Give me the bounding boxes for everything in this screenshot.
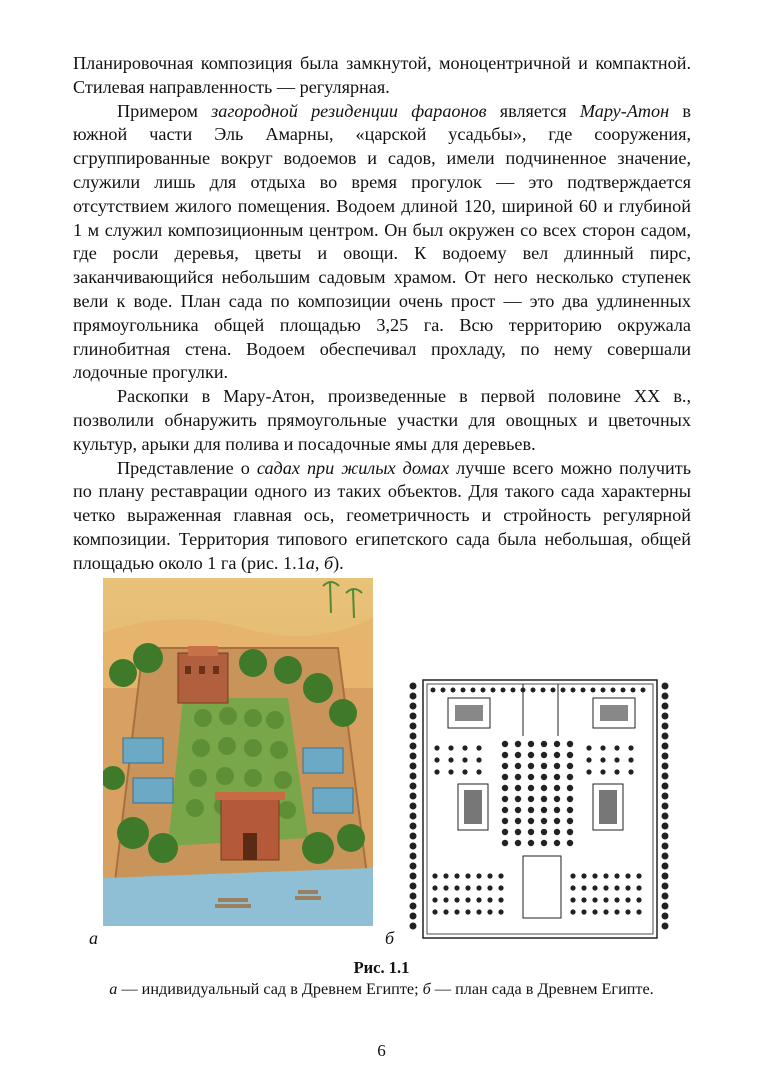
plant-mark <box>462 769 467 774</box>
plant-mark <box>410 873 417 880</box>
plant-mark <box>571 688 576 693</box>
plant-mark <box>551 688 556 693</box>
plant-mark <box>600 757 605 762</box>
plant-mark <box>570 897 575 902</box>
plant-mark <box>641 688 646 693</box>
plant-mark <box>410 783 417 790</box>
plant-mark <box>515 752 521 758</box>
plant-mark <box>502 752 508 758</box>
plant-mark <box>431 688 436 693</box>
plant-mark <box>451 688 456 693</box>
plant-mark <box>567 741 573 747</box>
plant-mark <box>501 688 506 693</box>
plant-mark <box>662 803 669 810</box>
plant-mark <box>515 763 521 769</box>
plant-mark <box>410 793 417 800</box>
figure-caption <box>0 980 763 999</box>
plant-mark <box>528 840 534 846</box>
plant-mark <box>454 897 459 902</box>
italic-run: а <box>109 980 118 998</box>
plant-mark <box>614 909 619 914</box>
plant-mark <box>410 813 417 820</box>
plant-mark <box>454 873 459 878</box>
plant-mark <box>662 843 669 850</box>
plant-mark <box>528 785 534 791</box>
plant-mark <box>603 873 608 878</box>
plant-mark <box>410 693 417 700</box>
plant-mark <box>581 909 586 914</box>
plant-mark <box>502 840 508 846</box>
plant-mark <box>432 885 437 890</box>
plant-mark <box>662 743 669 750</box>
plant-mark <box>515 807 521 813</box>
plant-mark <box>410 833 417 840</box>
plant-mark <box>432 873 437 878</box>
plant-mark <box>521 688 526 693</box>
plant-mark <box>476 873 481 878</box>
plant-mark <box>515 741 521 747</box>
plant-mark <box>541 763 547 769</box>
plant-mark <box>410 723 417 730</box>
plant-mark <box>611 688 616 693</box>
plant-mark <box>628 745 633 750</box>
plant-mark <box>454 909 459 914</box>
plant-mark <box>567 829 573 835</box>
plant-mark <box>636 885 641 890</box>
plant-mark <box>481 688 486 693</box>
plant-mark <box>528 741 534 747</box>
plant-mark <box>662 793 669 800</box>
plant-mark <box>465 873 470 878</box>
plant-mark <box>662 923 669 930</box>
plant-mark <box>567 785 573 791</box>
plant-mark <box>567 807 573 813</box>
plant-mark <box>515 796 521 802</box>
plant-mark <box>554 763 560 769</box>
plant-mark <box>502 807 508 813</box>
plant-mark <box>581 688 586 693</box>
plant-mark <box>603 897 608 902</box>
plant-mark <box>432 897 437 902</box>
plant-mark <box>541 818 547 824</box>
plant-mark <box>625 873 630 878</box>
plant-mark <box>448 769 453 774</box>
plant-mark <box>662 863 669 870</box>
italic-run: б <box>323 552 334 573</box>
plant-mark <box>410 853 417 860</box>
plant-mark <box>531 688 536 693</box>
plant-mark <box>502 785 508 791</box>
plant-mark <box>448 757 453 762</box>
plant-mark <box>662 693 669 700</box>
plant-mark <box>662 753 669 760</box>
plant-mark <box>443 885 448 890</box>
plant-mark <box>454 885 459 890</box>
italic-run: б <box>422 980 431 998</box>
plant-mark <box>662 903 669 910</box>
plant-mark <box>528 752 534 758</box>
plant-mark <box>476 769 481 774</box>
plant-mark <box>476 885 481 890</box>
plant-mark <box>541 752 547 758</box>
plant-mark <box>554 785 560 791</box>
page-number: 6 <box>377 1041 386 1060</box>
plant-mark <box>625 909 630 914</box>
plant-mark <box>476 909 481 914</box>
body-text <box>73 52 691 576</box>
plant-mark <box>491 688 496 693</box>
plant-mark <box>567 840 573 846</box>
plant-mark <box>621 688 626 693</box>
plant-mark <box>570 909 575 914</box>
plant-mark <box>592 909 597 914</box>
plant-mark <box>614 769 619 774</box>
plant-mark <box>502 774 508 780</box>
plant-mark <box>631 688 636 693</box>
plant-mark <box>487 873 492 878</box>
plant-mark <box>567 818 573 824</box>
plant-mark <box>614 885 619 890</box>
plant-mark <box>528 818 534 824</box>
plant-mark <box>515 818 521 824</box>
plant-mark <box>511 688 516 693</box>
plant-mark <box>462 745 467 750</box>
plant-mark <box>541 688 546 693</box>
plant-mark <box>662 893 669 900</box>
plant-mark <box>410 863 417 870</box>
plant-mark <box>570 885 575 890</box>
plant-mark <box>541 807 547 813</box>
plant-mark <box>603 885 608 890</box>
italic-run: садах при жилых домах <box>256 457 450 478</box>
plant-mark <box>476 745 481 750</box>
plant-mark <box>614 897 619 902</box>
paragraph <box>73 100 691 386</box>
plant-mark <box>541 796 547 802</box>
plant-mark <box>567 763 573 769</box>
plant-mark <box>515 829 521 835</box>
plant-mark <box>662 783 669 790</box>
plant-mark <box>465 897 470 902</box>
plant-mark <box>581 885 586 890</box>
plant-mark <box>410 903 417 910</box>
plant-mark <box>443 909 448 914</box>
plant-mark <box>541 785 547 791</box>
plant-mark <box>592 885 597 890</box>
plant-mark <box>498 885 503 890</box>
plant-mark <box>662 883 669 890</box>
plant-mark <box>410 913 417 920</box>
plant-mark <box>498 873 503 878</box>
plant-mark <box>441 688 446 693</box>
plant-mark <box>614 757 619 762</box>
plant-mark <box>586 745 591 750</box>
plant-mark <box>567 796 573 802</box>
plant-mark <box>636 909 641 914</box>
text-run: ). <box>333 552 344 573</box>
plant-mark <box>410 753 417 760</box>
plant-mark <box>581 873 586 878</box>
plant-mark <box>448 745 453 750</box>
plant-mark <box>600 745 605 750</box>
italic-run: Мару-Атон <box>579 100 670 121</box>
plant-mark <box>465 885 470 890</box>
plant-mark <box>443 897 448 902</box>
plant-mark <box>434 757 439 762</box>
plant-mark <box>554 829 560 835</box>
plant-mark <box>554 840 560 846</box>
text-run: — план сада в Древнем Египте. <box>430 980 654 998</box>
plant-mark <box>554 741 560 747</box>
plant-mark <box>567 752 573 758</box>
plant-mark <box>554 807 560 813</box>
plant-mark <box>628 769 633 774</box>
italic-run: загородной резиденции фараонов <box>211 100 487 121</box>
plant-mark <box>498 897 503 902</box>
plant-mark <box>487 897 492 902</box>
plant-mark <box>502 818 508 824</box>
plant-mark <box>461 688 466 693</box>
text-run: , <box>314 552 324 573</box>
plant-mark <box>515 840 521 846</box>
plant-mark <box>528 829 534 835</box>
plant-mark <box>554 752 560 758</box>
plant-mark <box>554 818 560 824</box>
text-run: является <box>486 100 580 121</box>
plant-mark <box>487 885 492 890</box>
plant-mark <box>465 909 470 914</box>
plant-mark <box>471 688 476 693</box>
plant-mark <box>410 883 417 890</box>
plant-mark <box>603 909 608 914</box>
garden-illustration <box>103 578 373 926</box>
plant-mark <box>410 733 417 740</box>
plant-mark <box>662 813 669 820</box>
plant-mark <box>586 757 591 762</box>
plant-mark <box>625 885 630 890</box>
figure-title: Рис. 1.1 <box>353 958 410 977</box>
plant-mark <box>600 769 605 774</box>
plant-mark <box>476 897 481 902</box>
plant-mark <box>601 688 606 693</box>
text-run: Представление о <box>117 457 257 478</box>
plant-mark <box>614 745 619 750</box>
plant-mark <box>554 796 560 802</box>
text-run: лучше всего можно получить по плану реставрации одного из таких объектов. Для такого сада характерны четко выраженная главная ось, геометричность и стройность регулярной композиции. Территория типового египетского сада была небольшая, общей площадью около 1 га (рис. 1.1 <box>73 457 691 573</box>
italic-run: а <box>305 552 315 573</box>
figure-label-a: а <box>89 928 98 948</box>
plant-mark <box>662 833 669 840</box>
plant-mark <box>410 823 417 830</box>
plant-mark <box>662 873 669 880</box>
paragraph <box>73 52 691 100</box>
plant-mark <box>528 807 534 813</box>
plant-mark <box>410 763 417 770</box>
plant-mark <box>567 774 573 780</box>
plant-mark <box>592 873 597 878</box>
text-run: Примером <box>117 100 212 121</box>
plant-mark <box>662 773 669 780</box>
plant-mark <box>432 909 437 914</box>
text-run: — индивидуальный сад в Древнем Египте; <box>117 980 423 998</box>
paragraph <box>73 385 691 456</box>
plant-mark <box>515 774 521 780</box>
plant-mark <box>476 757 481 762</box>
plant-mark <box>462 757 467 762</box>
plant-mark <box>487 909 492 914</box>
plant-mark <box>625 897 630 902</box>
plant-mark <box>410 923 417 930</box>
plant-mark <box>528 763 534 769</box>
plant-mark <box>561 688 566 693</box>
plant-mark <box>502 763 508 769</box>
plant-mark <box>541 840 547 846</box>
plant-mark <box>614 873 619 878</box>
plant-mark <box>592 897 597 902</box>
plant-mark <box>502 796 508 802</box>
plant-mark <box>636 897 641 902</box>
plant-mark <box>410 803 417 810</box>
plant-mark <box>502 829 508 835</box>
plant-mark <box>541 829 547 835</box>
plant-mark <box>410 683 417 690</box>
text-run: Раскопки в Мару-Атон, произведенные в первой половине XX в., позволили обнаружить прямоугольные участки для овощных и цветочных культур, арыки для полива и посадочные ямы для деревьев. <box>73 386 691 454</box>
plant-mark <box>410 743 417 750</box>
text-run: в южной части Эль Амарны, «царской усадьбы», где сооружения, сгруппированные вокруг водоемов и садов, имели подчиненное значение, служили лишь для отдыха во время прогулок — это подтверждается отсутствием жилого помещения. Водоем длиной 120, шириной 60 и глубиной 1 м служил композиционным центром. Он был окружен со всех сторон садом, где росли деревья, цветы и овощи. К водоему вел длинный пирс, заканчивающийся небольшим садовым храмом. От него несколько ступенек вели к воде. План сада по композиции очень прост — это два удлиненных прямоугольника общей площадью 3,25 га. Всю территорию окружала глинобитная стена. Водоем обеспечивал прохладу, по нему совершали лодочные прогулки. <box>73 100 691 383</box>
plant-mark <box>570 873 575 878</box>
paragraph <box>73 457 691 576</box>
plant-mark <box>434 769 439 774</box>
plant-mark <box>662 913 669 920</box>
plant-mark <box>528 796 534 802</box>
plant-mark <box>410 703 417 710</box>
plant-mark <box>662 763 669 770</box>
plant-mark <box>662 703 669 710</box>
text-run: Планировочная композиция была замкнутой, моноцентричной и компактной. Стилевая направленность — регулярная. <box>73 53 691 97</box>
plant-mark <box>581 897 586 902</box>
figure-label-b: б <box>385 928 395 948</box>
plant-mark <box>541 741 547 747</box>
plant-mark <box>662 733 669 740</box>
plant-mark <box>662 853 669 860</box>
plant-mark <box>636 873 641 878</box>
plant-mark <box>528 774 534 780</box>
plant-mark <box>541 774 547 780</box>
plant-mark <box>554 774 560 780</box>
plant-mark <box>410 893 417 900</box>
plant-mark <box>434 745 439 750</box>
plant-mark <box>410 773 417 780</box>
plant-mark <box>502 741 508 747</box>
plant-mark <box>515 785 521 791</box>
plant-mark <box>498 909 503 914</box>
plant-mark <box>662 713 669 720</box>
plant-mark <box>586 769 591 774</box>
plant-mark <box>662 723 669 730</box>
plant-mark <box>410 713 417 720</box>
plant-mark <box>443 873 448 878</box>
plant-mark <box>410 843 417 850</box>
garden-plan <box>403 676 675 942</box>
plant-mark <box>662 683 669 690</box>
plant-mark <box>662 823 669 830</box>
plant-mark <box>628 757 633 762</box>
plant-mark <box>591 688 596 693</box>
